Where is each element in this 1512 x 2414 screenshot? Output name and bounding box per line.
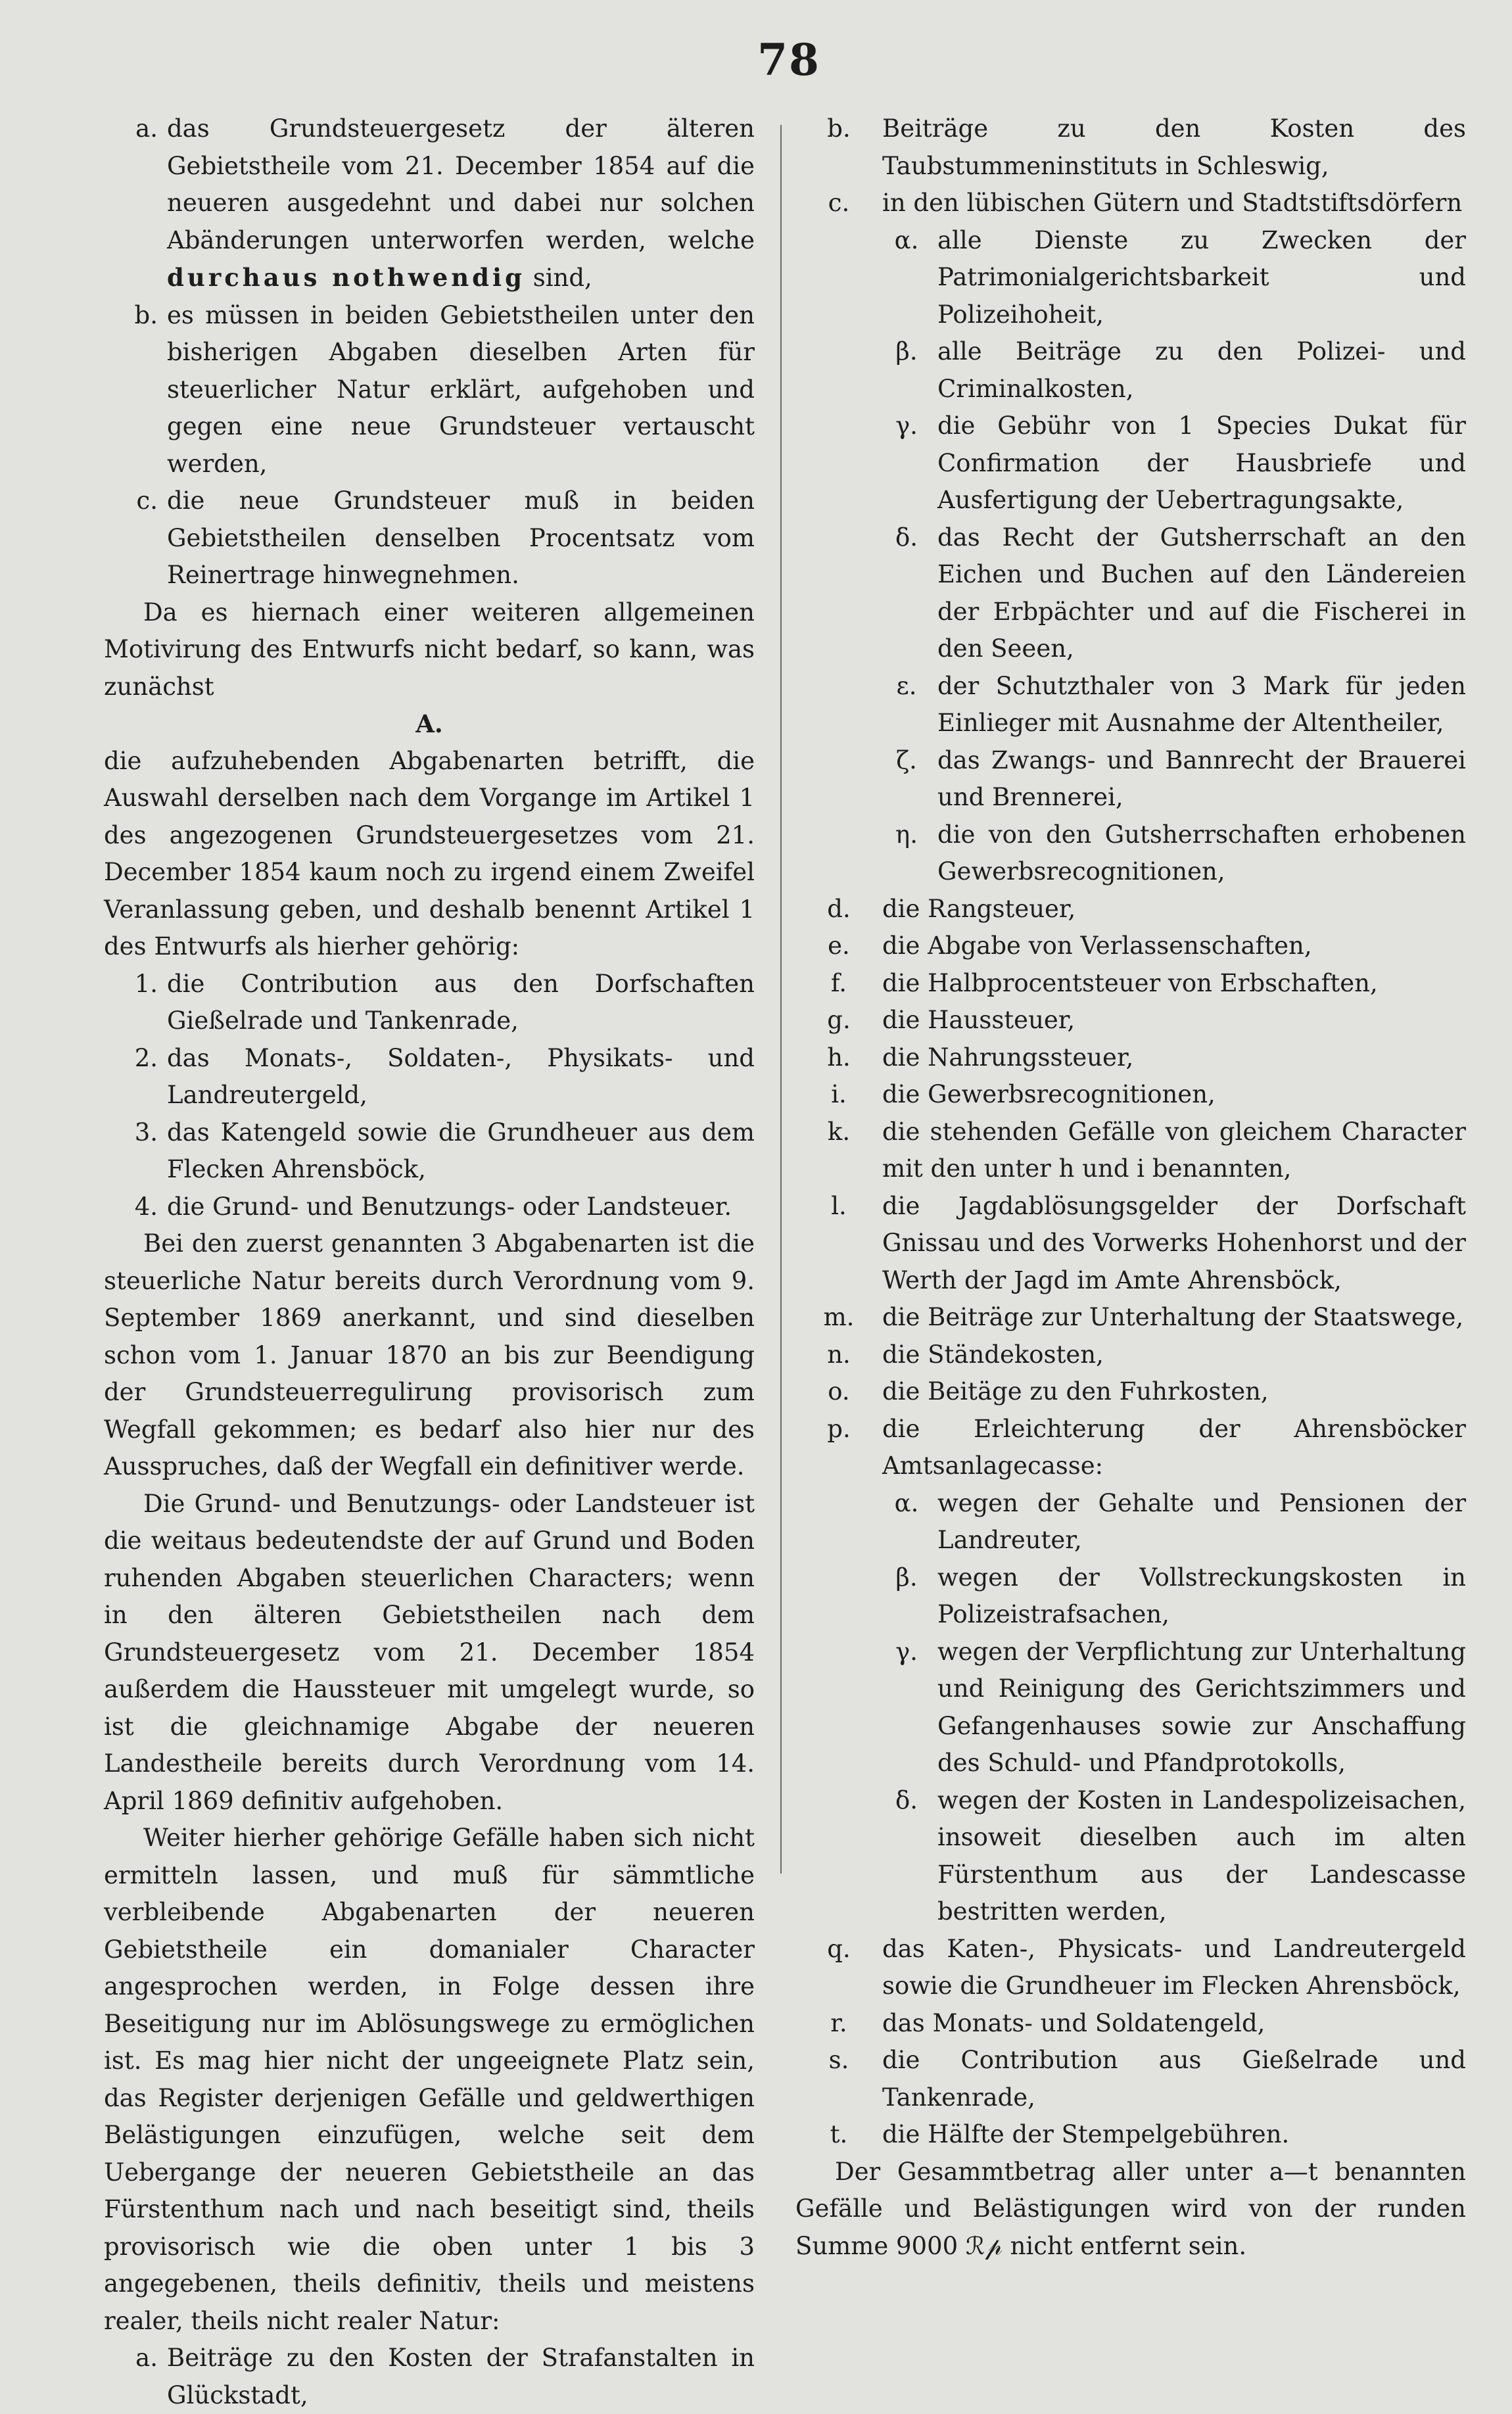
item-text: die Abgabe von Verlassenschaften, [882,932,1312,960]
item-marker: s. [828,2046,849,2074]
list-d-p [795,891,1466,1485]
item-text: das Monats-, Soldaten-, Physikats- und Landreutergeld, [167,1043,755,1109]
item-text: alle Beiträge zu den Polizei- und Criminalkosten, [937,337,1466,403]
item-text: die stehenden Gefälle von gleichem Character mit den unter h und i benannten, [882,1117,1466,1183]
item-text: das Recht der Gutsherrschaft an den Eichen und Buchen auf den Ländereien der Erbpächter und auf die Fischerei in den Seeen, [937,523,1466,663]
item-text: die Contribution aus Gießelrade und Tankenrade, [882,2046,1466,2112]
list-item [795,2116,1466,2154]
item-text: wegen der Gehalte und Pensionen der Landreuter, [937,1488,1466,1554]
sublist-item [876,333,1466,408]
item-marker: γ. [895,412,918,440]
list-item [104,1040,755,1114]
item-marker: δ. [895,1786,918,1814]
item-text: wegen der Kosten in Landespolizeisachen, insoweit dieselben auch im alten Fürstenthum aus der Landescasse bestritten werden, [937,1786,1466,1926]
item-text: Beiträge zu den Kosten der Strafanstalten in Glückstadt, [167,2344,755,2409]
list-item [795,1002,1466,1039]
item-text: die neue Grundsteuer muß in beiden Gebietstheilen denselben Procentsatz vom Reinertrage hinwegnehmen. [167,486,755,589]
item-marker: b. [134,300,158,329]
item-text: die Nahrungssteuer, [882,1043,1134,1072]
item-text: die von den Gutsherrschaften erhobenen Gewerbsrecognitionen, [937,820,1466,886]
item-marker: b. [827,114,851,143]
list-item [795,965,1466,1003]
item-marker: 1. [134,969,158,998]
item-marker: d. [827,894,851,923]
page-number: 78 [757,34,820,85]
item-text: wegen der Verpflichtung zur Unterhaltung und Reinigung des Gerichtszimmers und Gefangenhauses sowie zur Anschaffung des Schuld- und Pfandprotokolls, [937,1637,1466,1777]
item-text: die Gebühr von 1 Species Dukat für Confirmation der Hausbriefe und Ausfertigung der Uebertragungsakte, [937,412,1466,514]
sublist-item [876,408,1466,519]
item-marker: β. [895,1563,918,1592]
emphasis-text: durchaus nothwendig [167,263,525,292]
item-text: wegen der Vollstreckungskosten in Polizeistrafsachen, [937,1563,1466,1628]
item-text: die Beiträge zur Unterhaltung der Staatswege, [882,1303,1464,1331]
item-marker: c. [136,486,158,515]
item-text [167,110,755,297]
item-text: die Grund- und Benutzungs- oder Landsteuer. [167,1192,732,1221]
sublist-item [876,1634,1466,1782]
numbered-list [104,966,755,1226]
item-marker: 4. [134,1192,158,1221]
item-marker: o. [828,1377,850,1406]
list-item [795,1373,1466,1411]
paragraph-abgabenarten: die aufzuhebenden Abgabenarten betrifft, die Auswahl derselben nach dem Vorgange im Artikel 1 des angezogenen Grundsteuergesetzes vom 21. December 1854 kaum noch zu irgend einem Zweifel Veranlassung geben, und deshalb benennt Artikel 1 des Entwurfs als hierher gehörig: [104,746,755,960]
sublist-item [876,742,1466,816]
item-marker: e. [828,932,850,960]
item-marker: c. [828,189,850,217]
item-marker: η. [895,820,918,849]
list-item [795,1114,1466,1188]
item-text-main: das Grundsteuergesetz der älteren Gebietstheile vom 21. December 1854 auf die neueren ausgedehnt und dabei nur solchen Abänderungen unterworfen werden, welche [167,114,755,254]
list-q-t [795,1931,1466,2154]
list-item [104,297,755,483]
list-item [104,483,755,594]
paragraph-weiter: Weiter hierher gehörige Gefälle haben sich nicht ermitteln lassen, und muß für sämmtliche verbleibende Abgabenarten der neueren Gebietstheile ein domanialer Character angesprochen werden, in Folge dessen ihre Beseitigung nur im Ablösungswege zu ermöglichen ist. Es mag hier nicht der ungeeignete Platz sein, das Register derjenigen Gefälle und geldwerthigen Belästigungen einzufügen, welche seit dem Uebergange der neueren Gebietstheile an das Fürstenthum nach und nach beseitigt sind, theils provisorisch wie die oben unter 1 bis 3 angegebenen, theils definitiv, theils und meistens realer, theils nicht realer Natur: [104,1824,755,2335]
list-item [795,891,1466,928]
paragraph-zuerst: Bei den zuerst genannten 3 Abgabenarten ist die steuerliche Natur bereits durch Verordnung vom 9. September 1869 anerkannt, und sind dieselben schon vom 1. Januar 1870 an bis zur Beendigung der Grundsteuerregulirung provisorisch zum Wegfall gekommen; es bedarf also hier nur des Ausspruches, daß der Wegfall ein definitiver werde. [104,1229,755,1480]
paragraph-grundsteuer: Die Grund- und Benutzungs- oder Landsteuer ist die weitaus bedeutendste der auf Grund und Boden ruhenden Abgaben steuerlichen Characters; wenn in den älteren Gebietstheilen nach dem Grundsteuergesetz vom 21. December 1854 außerdem die Haussteuer mit umgelegt wurde, so ist die gleichnamige Abgabe der neueren Landestheile bereits durch Verordnung vom 14. April 1869 definitiv aufgehoben. [104,1489,755,1815]
sublist-item [876,668,1466,742]
item-text: die Contribution aus den Dorfschaften Gießelrade und Tankenrade, [167,969,755,1035]
item-text: der Schutzthaler von 3 Mark für jeden Einlieger mit Ausnahme der Altentheiler, [937,671,1466,737]
section-heading-a: A. [415,709,443,738]
item-marker: k. [827,1117,851,1146]
item-text: die Gewerbsrecognitionen, [882,1080,1216,1108]
item-marker: ζ. [896,746,917,774]
item-text-tail: sind, [525,264,592,292]
list-item [795,928,1466,965]
list-item [104,110,755,297]
item-marker: α. [894,225,919,254]
item-text: die Erleichterung der Ahrensböcker Amtsanlagecasse: [882,1414,1466,1480]
item-text: in den lübischen Gütern und Stadtstiftsdörfern [882,189,1463,217]
item-marker: γ. [895,1637,918,1666]
list-item [795,1931,1466,2005]
item-marker: n. [827,1340,851,1369]
paragraph-motivirung: Da es hiernach einer weiteren allgemeinen Motivirung des Entwurfs nicht bedarf, so kann, was zunächst [104,598,755,701]
item-marker: q. [827,1934,851,1963]
list-item [104,1114,755,1189]
list-item [795,1299,1466,1337]
item-marker: ε. [896,671,917,700]
paragraph-total: Der Gesammtbetrag aller unter a—t benannten Gefälle und Belästigungen wird von der runden Summe 9000 ℛ𝓅 nicht entfernt sein. [795,2157,1466,2260]
sublist-item [876,1485,1466,1559]
item-text: die Halbprocentsteuer von Erbschaften, [882,968,1378,997]
list-item [795,2042,1466,2116]
list-item [104,1189,755,1226]
right-column [795,110,1466,2265]
list-item [104,2340,755,2414]
item-marker: g. [827,1006,851,1034]
item-marker: i. [831,1080,847,1108]
item-text: die Haussteuer, [882,1006,1075,1034]
item-text: das Katengeld sowie die Grundheuer aus dem Flecken Ahrensböck, [167,1118,755,1183]
item-marker: r. [830,2008,847,2037]
sublist-item [876,1782,1466,1931]
item-text: das Monats- und Soldatengeld, [882,2008,1265,2037]
sublist-c [795,222,1466,891]
list-item [795,185,1466,222]
list-item [795,1188,1466,1300]
item-marker: 2. [134,1043,158,1072]
sublist-p [795,1485,1466,1931]
list-a-c [104,110,755,594]
sublist-item [876,519,1466,668]
list-item [795,110,1466,185]
list-item [795,1411,1466,1485]
item-marker: a. [135,2344,158,2372]
item-text: die Jagdablösungsgelder der Dorfschaft Gnissau und des Vorwerks Hohenhorst und der Werth der Jagd im Amte Ahrensböck, [882,1191,1466,1294]
item-marker: β. [895,337,918,366]
list-item [795,1039,1466,1077]
list-item [795,2005,1466,2043]
item-marker: m. [823,1303,855,1331]
item-marker: α. [894,1488,919,1517]
sublist-item [876,222,1466,334]
item-text: die Beitäge zu den Fuhrkosten, [882,1377,1269,1406]
item-marker: 3. [134,1118,158,1147]
item-marker: a. [135,114,158,143]
item-text: es müssen in beiden Gebietstheilen unter den bisherigen Abgaben dieselben Arten für steuerlicher Natur erklärt, aufgehoben und gegen eine neue Grundsteuer vertauscht werden, [167,300,755,478]
list-item [104,966,755,1040]
item-text: die Ständekosten, [882,1340,1104,1369]
left-column [104,110,755,2414]
item-text: alle Dienste zu Zwecken der Patrimonialgerichtsbarkeit und Polizeihoheit, [937,225,1466,329]
item-marker: h. [827,1043,851,1072]
item-marker: δ. [895,523,918,552]
item-marker: p. [827,1414,851,1443]
item-marker: f. [830,968,847,997]
item-text: Beiträge zu den Kosten des Taubstummeninstituts in Schleswig, [882,114,1466,180]
column-divider [780,125,782,1874]
sublist-item [876,1559,1466,1634]
item-text: das Zwangs- und Bannrecht der Brauerei und Brennerei, [937,746,1466,811]
item-marker: l. [831,1191,847,1220]
item-text: das Katen-, Physicats- und Landreutergeld sowie die Grundheuer im Flecken Ahrensböck, [882,1934,1466,2000]
item-text: die Rangsteuer, [882,894,1076,923]
sublist-item [876,816,1466,891]
item-marker: t. [830,2120,848,2148]
item-text: die Hälfte der Stempelgebühren. [882,2120,1290,2148]
list-item [795,1337,1466,1374]
list-item [795,1076,1466,1114]
